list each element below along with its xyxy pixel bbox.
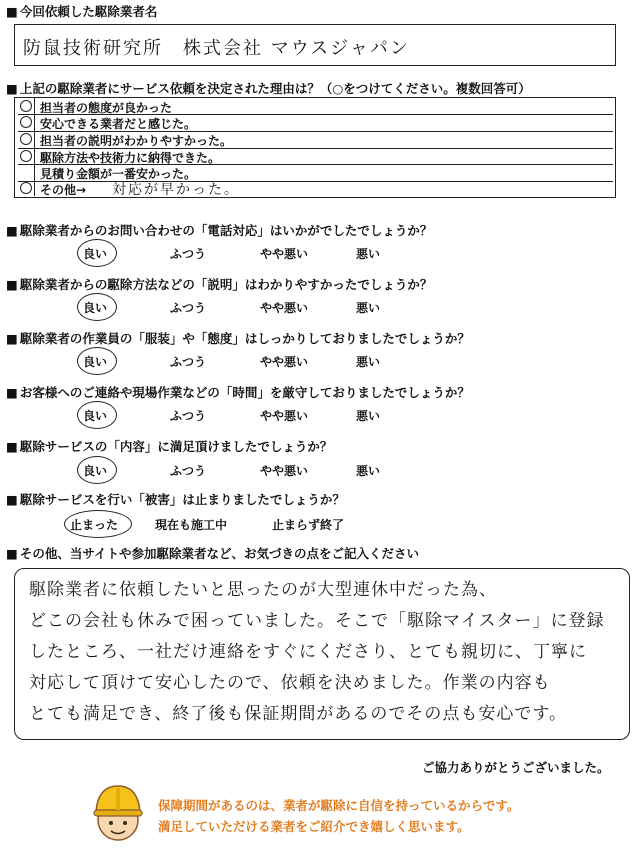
footer-line-2: 満足していただける業者をご紹介でき嬉しく思います。 [158,819,470,834]
thanks-text: ご協力ありがとうございました。 [422,760,610,775]
answer-option[interactable]: ふつう [170,247,207,261]
answer-option[interactable]: ふつう [170,464,207,478]
worker-mascot-icon [90,780,146,846]
comments-box[interactable] [14,568,630,740]
question-heading: ■ お客様へのご連絡や現場作業などの「時間」を厳守しておりましたでしょうか？ [6,383,470,401]
reason-item-other[interactable]: その他→ 対応が早かった。 [18,181,613,196]
answer-option-selected[interactable]: 良い [83,407,107,424]
question-heading: ■ 駆除サービスの「内容」に満足頂けましたでしょうか？ [6,437,332,455]
reason-other-note: 対応が早かった。 [112,182,240,198]
question-heading: ■ 駆除サービスを行い「被害」は止まりましたでしょうか？ [6,490,345,508]
footer-line-1: 保障期間があるのは、業者が駆除に自信を持っているからです。 [158,798,520,813]
answer-option[interactable]: ふつう [170,301,207,315]
company-name: 防鼠技術研究所 株式会社 マウスジャパン [23,38,410,59]
answer-option[interactable]: 悪い [356,355,381,369]
answer-option[interactable]: やや悪い [260,355,309,369]
answer-option[interactable]: 悪い [356,301,381,315]
answer-option-selected[interactable]: 良い [83,245,107,262]
answer-option-selected[interactable]: 良い [83,462,107,479]
answer-option[interactable]: やや悪い [260,464,309,478]
comment-line: とても満足でき、終了後も保証期間があるのでその点も安心です。 [29,704,567,724]
reasons-section-heading: ■ 上記の駆除業者にサービス依頼を決定された理由は？（○をつけてください。複数回答可） [6,79,531,97]
reason-item[interactable]: 見積り金額が一番安かった。 [18,165,613,180]
answer-option-selected[interactable]: 良い [83,299,107,316]
answer-option[interactable]: ふつう [170,355,207,369]
comment-line: 駆除業者に依頼したいと思ったのが大型連休中だった為、 [29,580,497,600]
company-name-box [14,24,616,66]
reason-check-circle[interactable] [20,166,32,178]
reason-check-circle[interactable] [20,150,32,162]
comment-line: したところ、一社だけ連絡をすぐにくださり、とても親切に、丁寧に [29,642,587,662]
answer-option[interactable]: 悪い [356,409,381,423]
answer-option-selected[interactable]: 良い [83,353,107,370]
answer-option-selected[interactable]: 止まった [70,516,118,533]
answer-option[interactable]: 悪い [356,247,381,261]
answer-option[interactable]: やや悪い [260,409,309,423]
question-heading: ■ 駆除業者からの駆除方法などの「説明」はわかりやすかったでしょうか？ [6,275,432,293]
reason-item[interactable]: 担当者の説明がわかりやすかった。 [18,132,613,147]
reason-check-circle[interactable] [20,133,32,145]
company-section-heading: ■ 今回依頼した駆除業者名 [6,2,157,20]
answer-option[interactable]: ふつう [170,409,207,423]
reason-check-circle[interactable] [20,182,32,194]
reason-item[interactable]: 安心できる業者だと感じた。 [18,115,613,130]
reason-check-circle[interactable] [20,116,32,128]
reason-check-circle[interactable] [20,100,32,112]
answer-option[interactable]: やや悪い [260,247,309,261]
question-heading: ■ 駆除業者の作業員の「服装」や「態度」はしっかりしておりましたでしょうか？ [6,329,470,347]
answer-option[interactable]: 悪い [356,464,381,478]
answer-option[interactable]: 現在も施工中 [155,518,228,532]
comment-line: どこの会社も休みで困っていました。そこで「駆除マイスター」に登録 [29,611,605,631]
question-heading: ■ 駆除業者からのお問い合わせの「電話対応」はいかがでしたでしょうか？ [6,221,432,239]
reason-item[interactable]: 担当者の態度が良かった [18,99,613,114]
comments-section-heading: ■ その他、当サイトや参加駆除業者など、お気づきの点をご記入ください [6,544,419,562]
comment-line: 対応して頂けて安心したので、依頼を決めました。作業の内容も [29,673,551,693]
answer-option[interactable]: 止まらず終了 [272,518,345,532]
answer-option[interactable]: やや悪い [260,301,309,315]
reason-item[interactable]: 駆除方法や技術力に納得できた。 [18,149,613,164]
